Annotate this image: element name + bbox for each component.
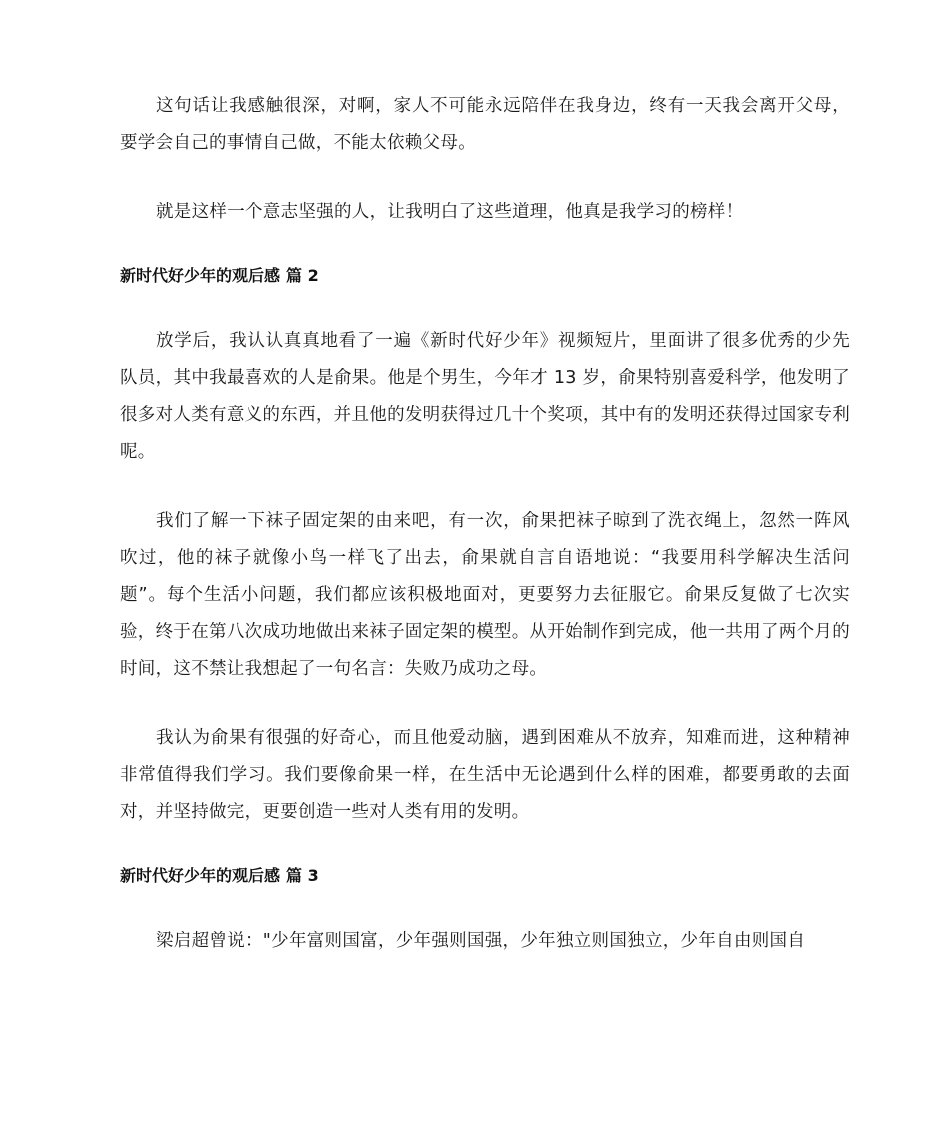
paragraph: 梁启超曾说："少年富则国富，少年强则国强，少年独立则国独立，少年自由则国自 [156,931,806,951]
paragraph: 这句话让我感触很深，对啊，家人不可能永远陪伴在我身边，终有一天我会离开父母，要学会自己的事情自己做，不能太依赖父母。 [120,96,850,153]
section-heading-title: 新时代好少年的观后感 [120,266,281,285]
section-heading [120,263,850,289]
section-heading [120,863,850,889]
section-heading-number: 篇 2 [286,266,319,285]
paragraph: 就是这样一个意志坚强的人，让我明白了这些道理，他真是我学习的榜样！ [156,202,744,222]
paragraph: 我认为俞果有很强的好奇心，而且他爱动脑，遇到困难从不放弃，知难而进，这种精神非常值得我们学习。我们要像俞果一样，在生活中无论遇到什么样的困难，都要勇敢的去面对，并坚持做完，更要创造一些对人类有用的发明。 [120,728,850,822]
section-heading-number: 篇 3 [286,866,319,885]
paragraph: 放学后，我认认真真地看了一遍《新时代好少年》视频短片，里面讲了很多优秀的少先队员，其中我最喜欢的人是俞果。他是个男生，今年才 13 岁，俞果特别喜爱科学，他发明了很多对人类有意义的东西，并且他的发明获得过几十个奖项，其中有的发明还获得过国家专利呢。 [120,331,850,462]
document-body [120,88,850,992]
section-heading-title: 新时代好少年的观后感 [120,866,281,885]
paragraph: 我们了解一下袜子固定架的由来吧，有一次，俞果把袜子晾到了洗衣绳上，忽然一阵风吹过，他的袜子就像小鸟一样飞了出去，俞果就自言自语地说：“我要用科学解决生活问题”。每个生活小问题，我们都应该积极地面对，更要努力去征服它。俞果反复做了七次实验，终于在第八次成功地做出来袜子固定架的模型。从开始制作到完成，他一共用了两个月的时间，这不禁让我想起了一句名言：失败乃成功之母。 [120,511,850,679]
